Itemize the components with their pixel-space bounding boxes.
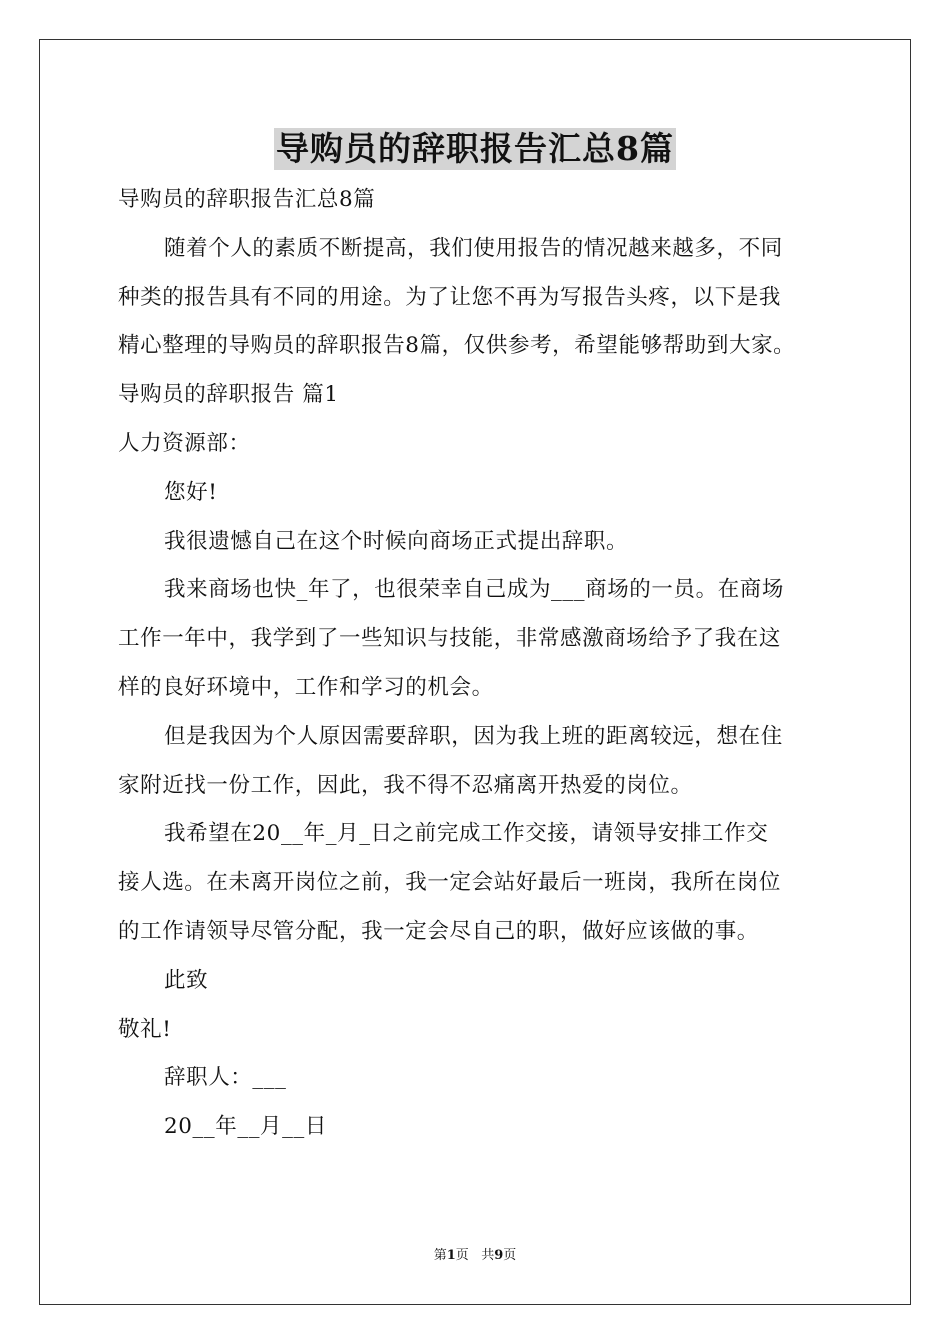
body-line: 但是我因为个人原因需要辞职，因为我上班的距离较远，想在住 — [164, 723, 783, 749]
page-footer — [0, 1246, 950, 1266]
addressee: 人力资源部： — [118, 430, 251, 456]
page-prefix: 第 — [433, 1248, 447, 1263]
closing: 此致 — [164, 967, 209, 993]
body-line: 种类的报告具有不同的用途。为了让您不再为写报告头疼，以下是我 — [118, 284, 782, 310]
body-line: 样的良好环境中，工作和学习的机会。 — [118, 674, 494, 700]
body-line: 家附近找一份工作，因此，我不得不忍痛离开热爱的岗位。 — [118, 772, 693, 798]
page-suffix: 页 — [455, 1248, 469, 1263]
body-line: 精心整理的导购员的辞职报告8篇，仅供参考，希望能够帮助到大家。 — [118, 333, 796, 359]
body-line: 的工作请领导尽管分配，我一定会尽自己的职，做好应该做的事。 — [118, 918, 759, 944]
total-prefix: 共 — [481, 1248, 495, 1263]
section-heading: 导购员的辞职报告 篇1 — [118, 382, 339, 408]
salutation: 敬礼! — [118, 1016, 172, 1042]
page-total: 9 — [494, 1248, 504, 1263]
document-body — [118, 176, 838, 1152]
body-line: 我来商场也快_年了，也很荣幸自己成为___商场的一员。在商场 — [164, 577, 785, 603]
page-current: 1 — [446, 1248, 456, 1263]
signature-line: 辞职人：___ — [164, 1065, 287, 1091]
body-line: 接人选。在未离开岗位之前，我一定会站好最后一班岗，我所在岗位 — [118, 870, 782, 896]
document-title: 导购员的辞职报告汇总8篇 — [276, 129, 674, 168]
body-line: 我希望在20__年_月_日之前完成工作交接，请领导安排工作交 — [164, 821, 769, 847]
total-suffix: 页 — [503, 1248, 517, 1263]
date-line: 20__年__月__日 — [164, 1114, 327, 1140]
greeting: 您好! — [164, 479, 218, 505]
title-wrap — [0, 128, 950, 170]
body-line: 随着个人的素质不断提高，我们使用报告的情况越来越多，不同 — [164, 235, 783, 261]
body-line: 工作一年中，我学到了一些知识与技能，非常感激商场给予了我在这 — [118, 626, 782, 652]
body-line: 导购员的辞职报告汇总8篇 — [118, 187, 376, 212]
body-line: 我很遗憾自己在这个时候向商场正式提出辞职。 — [164, 528, 629, 554]
